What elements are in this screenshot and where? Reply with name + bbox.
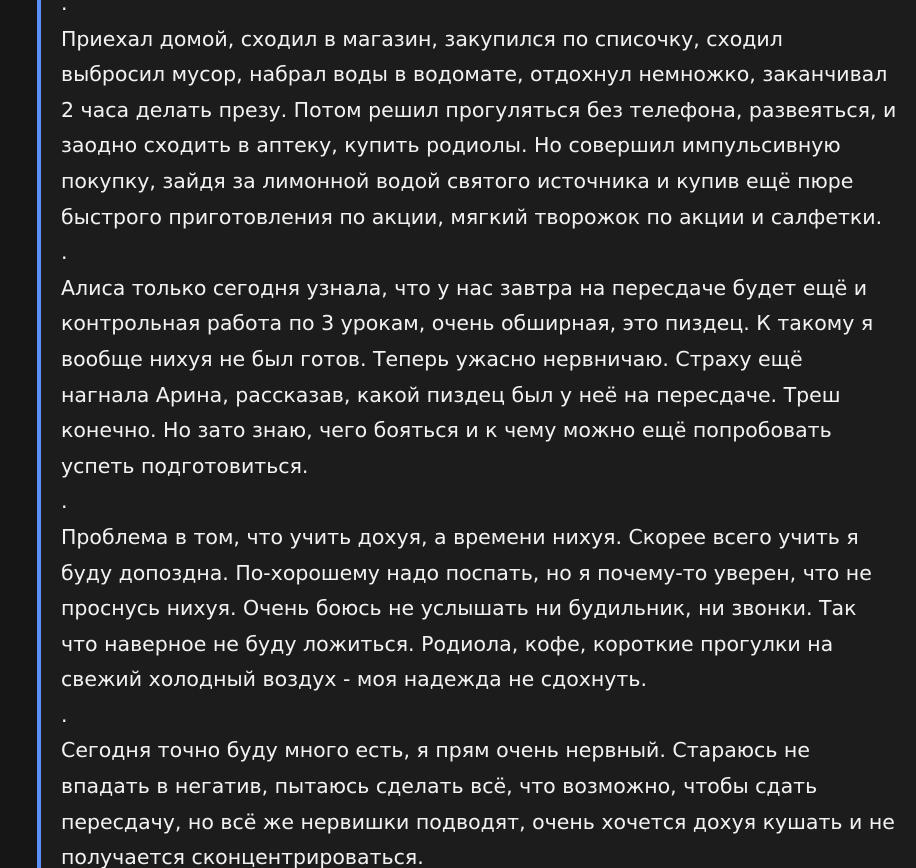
text-line: получается сконцентрироваться. xyxy=(61,845,424,868)
paragraph-2 xyxy=(61,271,901,485)
text-line: успеть подготовиться. xyxy=(61,453,309,478)
text-line: Приехал домой, сходил в магазин, закупился по списочку, сходил xyxy=(61,26,783,51)
text-line: Алиса только сегодня узнала, что у нас завтра на пересдаче будет ещё и xyxy=(61,275,868,300)
separator-dot: . xyxy=(61,240,68,265)
text-line: покупку, зайдя за лимонной водой святого источника и купив ещё пюре xyxy=(61,168,854,193)
paragraph-3 xyxy=(61,520,901,698)
quote-accent-bar xyxy=(37,0,41,868)
separator-dot: . xyxy=(61,489,68,514)
paragraph-4 xyxy=(61,733,901,868)
text-line: контрольная работа по 3 урокам, очень обширная, это пиздец. К такому я xyxy=(61,311,874,336)
left-gutter xyxy=(0,0,37,868)
text-line: буду допоздна. По-хорошему надо поспать, но я почему-то уверен, что не xyxy=(61,560,872,585)
text-line: выбросил мусор, набрал воды в водомате, отдохнул немножко, заканчивал xyxy=(61,62,888,87)
text-line: 2 часа делать презу. Потом решил прогуляться без телефона, развеяться, и xyxy=(61,97,897,122)
text-line: Сегодня точно буду много есть, я прям очень нервный. Стараюсь не xyxy=(61,738,810,763)
text-line: конечно. Но зато знаю, чего бояться и к чему можно ещё попробовать xyxy=(61,418,832,443)
text-line: заодно сходить в аптеку, купить родиолы. Но совершил импульсивную xyxy=(61,133,841,158)
text-line: Проблема в том, что учить дохуя, а времени нихуя. Скорее всего учить я xyxy=(61,524,859,549)
text-line: вообще нихуя не был готов. Теперь ужасно нервничаю. Страху ещё xyxy=(61,346,803,371)
paragraph-1 xyxy=(61,22,901,236)
text-line: пересдачу, но всё же нервишки подводят, очень хочется дохуя кушать и не xyxy=(61,809,895,834)
text-line: что наверное не буду ложиться. Родиола, кофе, короткие прогулки на xyxy=(61,631,834,656)
note-body[interactable] xyxy=(61,0,901,868)
separator-dot: . xyxy=(61,0,68,15)
text-line: нагнала Арина, рассказав, какой пиздец был у неё на пересдаче. Треш xyxy=(61,382,841,407)
separator-dot: . xyxy=(61,702,68,727)
text-line: впадать в негатив, пытаюсь сделать всё, что возможно, чтобы сдать xyxy=(61,774,818,799)
text-line: проснусь нихуя. Очень боюсь не услышать ни будильник, ни звонки. Так xyxy=(61,596,857,621)
text-line: быстрого приготовления по акции, мягкий творожок по акции и салфетки. xyxy=(61,204,883,229)
text-line: свежий холодный воздух - моя надежда не сдохнуть. xyxy=(61,667,647,692)
